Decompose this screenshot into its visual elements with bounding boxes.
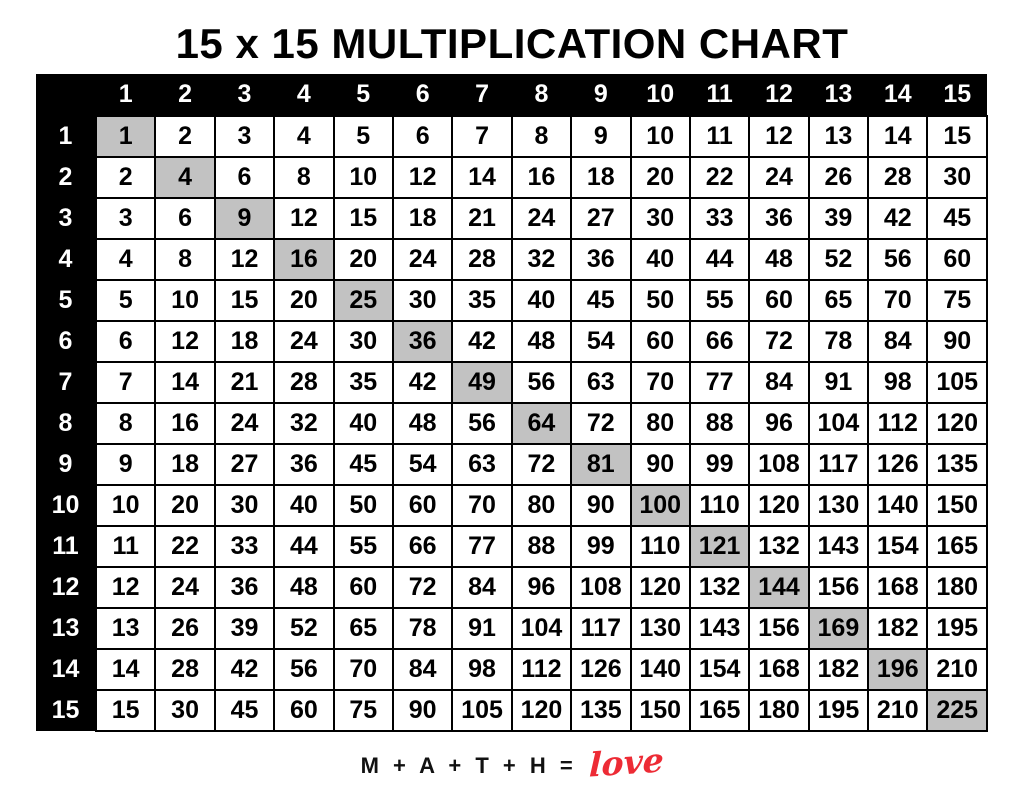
table-cell: 8 [155,239,214,280]
table-cell: 72 [512,444,571,485]
table-cell: 14 [96,649,155,690]
column-header: 14 [868,74,927,116]
table-cell: 70 [452,485,511,526]
table-cell: 182 [809,649,868,690]
table-cell: 143 [690,608,749,649]
table-cell: 36 [274,444,333,485]
table-cell: 63 [452,444,511,485]
table-cell: 3 [215,116,274,157]
table-cell: 210 [868,690,927,731]
table-cell: 60 [927,239,987,280]
table-cell: 60 [334,567,393,608]
column-header: 8 [512,74,571,116]
table-cell: 132 [690,567,749,608]
table-cell: 36 [571,239,630,280]
table-cell: 16 [155,403,214,444]
table-cell: 40 [334,403,393,444]
row-header: 15 [36,690,96,731]
table-cell: 15 [96,690,155,731]
table-cell: 30 [631,198,690,239]
table-cell: 98 [452,649,511,690]
table-cell: 44 [274,526,333,567]
table-cell: 27 [215,444,274,485]
table-cell: 110 [631,526,690,567]
row-header: 7 [36,362,96,403]
column-header: 13 [809,74,868,116]
table-row [36,157,987,198]
table-cell: 195 [809,690,868,731]
table-cell: 108 [749,444,808,485]
table-cell: 36 [215,567,274,608]
table-cell: 18 [393,198,452,239]
table-cell: 48 [749,239,808,280]
table-cell: 84 [452,567,511,608]
table-row [36,321,987,362]
table-cell: 144 [749,567,808,608]
table-cell: 60 [393,485,452,526]
table-cell: 140 [868,485,927,526]
table-cell: 121 [690,526,749,567]
column-header: 11 [690,74,749,116]
table-cell: 90 [927,321,987,362]
table-cell: 54 [393,444,452,485]
table-cell: 100 [631,485,690,526]
table-cell: 4 [155,157,214,198]
table-cell: 4 [274,116,333,157]
table-cell: 28 [274,362,333,403]
table-cell: 14 [868,116,927,157]
table-cell: 182 [868,608,927,649]
table-cell: 12 [96,567,155,608]
table-cell: 30 [927,157,987,198]
table-cell: 91 [452,608,511,649]
row-header: 14 [36,649,96,690]
table-cell: 44 [690,239,749,280]
table-cell: 105 [452,690,511,731]
column-header: 6 [393,74,452,116]
table-cell: 48 [274,567,333,608]
column-header: 12 [749,74,808,116]
table-cell: 8 [512,116,571,157]
table-cell: 10 [631,116,690,157]
row-header: 13 [36,608,96,649]
table-cell: 168 [749,649,808,690]
table-cell: 21 [452,198,511,239]
table-cell: 5 [334,116,393,157]
column-header: 9 [571,74,630,116]
table-row [36,608,987,649]
table-cell: 75 [927,280,987,321]
table-cell: 45 [571,280,630,321]
table-cell: 10 [155,280,214,321]
table-cell: 54 [571,321,630,362]
table-cell: 24 [215,403,274,444]
row-header: 6 [36,321,96,362]
table-cell: 28 [155,649,214,690]
table-cell: 60 [631,321,690,362]
table-row [36,567,987,608]
table-cell: 10 [96,485,155,526]
table-cell: 30 [393,280,452,321]
table-cell: 36 [393,321,452,362]
table-cell: 63 [571,362,630,403]
table-cell: 84 [393,649,452,690]
table-cell: 105 [927,362,987,403]
table-cell: 26 [155,608,214,649]
table-cell: 78 [809,321,868,362]
table-cell: 80 [512,485,571,526]
row-header: 1 [36,116,96,157]
table-cell: 110 [690,485,749,526]
table-cell: 16 [512,157,571,198]
table-cell: 16 [274,239,333,280]
table-cell: 60 [749,280,808,321]
table-cell: 56 [512,362,571,403]
table-cell: 108 [571,567,630,608]
table-cell: 30 [155,690,214,731]
table-cell: 120 [631,567,690,608]
table-cell: 49 [452,362,511,403]
table-cell: 20 [274,280,333,321]
table-cell: 112 [512,649,571,690]
column-header: 2 [155,74,214,116]
column-header: 3 [215,74,274,116]
table-body [36,116,987,731]
table-cell: 32 [512,239,571,280]
table-cell: 104 [512,608,571,649]
table-cell: 70 [334,649,393,690]
table-cell: 70 [631,362,690,403]
table-cell: 11 [96,526,155,567]
table-row [36,444,987,485]
table-cell: 56 [868,239,927,280]
table-cell: 196 [868,649,927,690]
table-cell: 20 [155,485,214,526]
table-cell: 24 [393,239,452,280]
table-cell: 12 [155,321,214,362]
column-header: 7 [452,74,511,116]
table-cell: 42 [868,198,927,239]
table-cell: 22 [155,526,214,567]
row-header: 5 [36,280,96,321]
table-cell: 20 [334,239,393,280]
table-cell: 24 [512,198,571,239]
table-cell: 180 [927,567,987,608]
table-cell: 140 [631,649,690,690]
table-cell: 120 [749,485,808,526]
table-cell: 56 [452,403,511,444]
row-header: 3 [36,198,96,239]
table-cell: 168 [868,567,927,608]
table-cell: 88 [512,526,571,567]
table-cell: 9 [96,444,155,485]
table-cell: 33 [690,198,749,239]
page-title: 15 x 15 MULTIPLICATION CHART [175,20,849,67]
table-cell: 143 [809,526,868,567]
table-cell: 11 [690,116,749,157]
table-cell: 75 [334,690,393,731]
table-cell: 35 [452,280,511,321]
table-cell: 126 [571,649,630,690]
table-cell: 42 [393,362,452,403]
table-cell: 165 [927,526,987,567]
table-cell: 5 [96,280,155,321]
table-cell: 30 [215,485,274,526]
table-cell: 84 [749,362,808,403]
table-cell: 7 [96,362,155,403]
table-row [36,526,987,567]
column-header: 5 [334,74,393,116]
table-cell: 88 [690,403,749,444]
table-cell: 120 [927,403,987,444]
table-cell: 18 [215,321,274,362]
table-cell: 8 [274,157,333,198]
table-cell: 126 [868,444,927,485]
row-header: 2 [36,157,96,198]
table-row [36,362,987,403]
table-cell: 78 [393,608,452,649]
table-cell: 132 [749,526,808,567]
table-cell: 72 [571,403,630,444]
table-cell: 48 [393,403,452,444]
table-cell: 33 [215,526,274,567]
table-cell: 30 [334,321,393,362]
table-cell: 6 [155,198,214,239]
table-cell: 7 [452,116,511,157]
table-cell: 99 [690,444,749,485]
table-cell: 90 [393,690,452,731]
table-cell: 96 [749,403,808,444]
column-header: 15 [927,74,987,116]
table-cell: 12 [393,157,452,198]
corner-cell [36,74,96,116]
table-cell: 15 [334,198,393,239]
table-cell: 14 [452,157,511,198]
table-cell: 21 [215,362,274,403]
table-cell: 12 [749,116,808,157]
table-cell: 18 [155,444,214,485]
table-cell: 15 [927,116,987,157]
table-cell: 90 [571,485,630,526]
table-cell: 39 [809,198,868,239]
table-cell: 154 [868,526,927,567]
table-cell: 35 [334,362,393,403]
table-row [36,280,987,321]
table-cell: 40 [512,280,571,321]
multiplication-table [36,74,988,732]
table-cell: 225 [927,690,987,731]
table-cell: 154 [690,649,749,690]
table-cell: 36 [749,198,808,239]
table-cell: 4 [96,239,155,280]
table-cell: 24 [155,567,214,608]
table-cell: 112 [868,403,927,444]
table-cell: 2 [155,116,214,157]
row-header: 9 [36,444,96,485]
table-cell: 117 [571,608,630,649]
table-cell: 150 [631,690,690,731]
table-cell: 40 [274,485,333,526]
table-cell: 65 [809,280,868,321]
table-cell: 90 [631,444,690,485]
row-header: 8 [36,403,96,444]
table-cell: 24 [274,321,333,362]
table-cell: 120 [512,690,571,731]
row-header: 4 [36,239,96,280]
table-cell: 165 [690,690,749,731]
table-cell: 72 [749,321,808,362]
table-cell: 98 [868,362,927,403]
table-cell: 9 [215,198,274,239]
table-cell: 50 [631,280,690,321]
table-cell: 12 [215,239,274,280]
table-row [36,403,987,444]
table-cell: 40 [631,239,690,280]
table-header [36,74,987,116]
table-cell: 6 [96,321,155,362]
table-row [36,485,987,526]
table-cell: 104 [809,403,868,444]
footer-caption [0,740,1024,785]
table-cell: 169 [809,608,868,649]
table-cell: 6 [215,157,274,198]
table-cell: 52 [809,239,868,280]
table-cell: 60 [274,690,333,731]
table-cell: 96 [512,567,571,608]
table-cell: 28 [868,157,927,198]
table-cell: 150 [927,485,987,526]
table-cell: 55 [334,526,393,567]
table-cell: 210 [927,649,987,690]
table-cell: 20 [631,157,690,198]
table-cell: 65 [334,608,393,649]
table-cell: 28 [452,239,511,280]
table-cell: 27 [571,198,630,239]
table-cell: 72 [393,567,452,608]
table-cell: 14 [155,362,214,403]
table-cell: 9 [571,116,630,157]
table-cell: 25 [334,280,393,321]
column-header: 10 [631,74,690,116]
table-cell: 48 [512,321,571,362]
table-cell: 117 [809,444,868,485]
table-row [36,690,987,731]
table-cell: 81 [571,444,630,485]
table-cell: 91 [809,362,868,403]
table-cell: 42 [215,649,274,690]
table-cell: 156 [749,608,808,649]
table-row [36,649,987,690]
table-cell: 12 [274,198,333,239]
table-cell: 45 [927,198,987,239]
table-cell: 39 [215,608,274,649]
table-cell: 24 [749,157,808,198]
table-cell: 77 [690,362,749,403]
table-cell: 42 [452,321,511,362]
table-cell: 56 [274,649,333,690]
table-cell: 45 [215,690,274,731]
table-cell: 52 [274,608,333,649]
table-cell: 64 [512,403,571,444]
table-cell: 55 [690,280,749,321]
table-cell: 99 [571,526,630,567]
table-cell: 84 [868,321,927,362]
table-cell: 135 [927,444,987,485]
table-cell: 156 [809,567,868,608]
column-header: 1 [96,74,155,116]
table-cell: 15 [215,280,274,321]
table-header-row [36,74,987,116]
table-cell: 2 [96,157,155,198]
table-cell: 66 [393,526,452,567]
table-cell: 8 [96,403,155,444]
table-cell: 6 [393,116,452,157]
table-cell: 70 [868,280,927,321]
table-cell: 26 [809,157,868,198]
table-cell: 66 [690,321,749,362]
row-header: 11 [36,526,96,567]
table-cell: 135 [571,690,630,731]
table-cell: 1 [96,116,155,157]
table-cell: 80 [631,403,690,444]
table-cell: 50 [334,485,393,526]
table-row [36,239,987,280]
table-cell: 3 [96,198,155,239]
table-row [36,116,987,157]
table-cell: 22 [690,157,749,198]
love-script-word: love [588,740,665,785]
table-cell: 10 [334,157,393,198]
row-header: 10 [36,485,96,526]
table-cell: 13 [809,116,868,157]
table-cell: 130 [631,608,690,649]
table-cell: 13 [96,608,155,649]
table-row [36,198,987,239]
table-cell: 77 [452,526,511,567]
row-header: 12 [36,567,96,608]
table-cell: 195 [927,608,987,649]
table-cell: 130 [809,485,868,526]
column-header: 4 [274,74,333,116]
table-cell: 45 [334,444,393,485]
table-cell: 18 [571,157,630,198]
table-cell: 180 [749,690,808,731]
table-cell: 32 [274,403,333,444]
footer-equation: M + A + T + H = [360,752,577,778]
